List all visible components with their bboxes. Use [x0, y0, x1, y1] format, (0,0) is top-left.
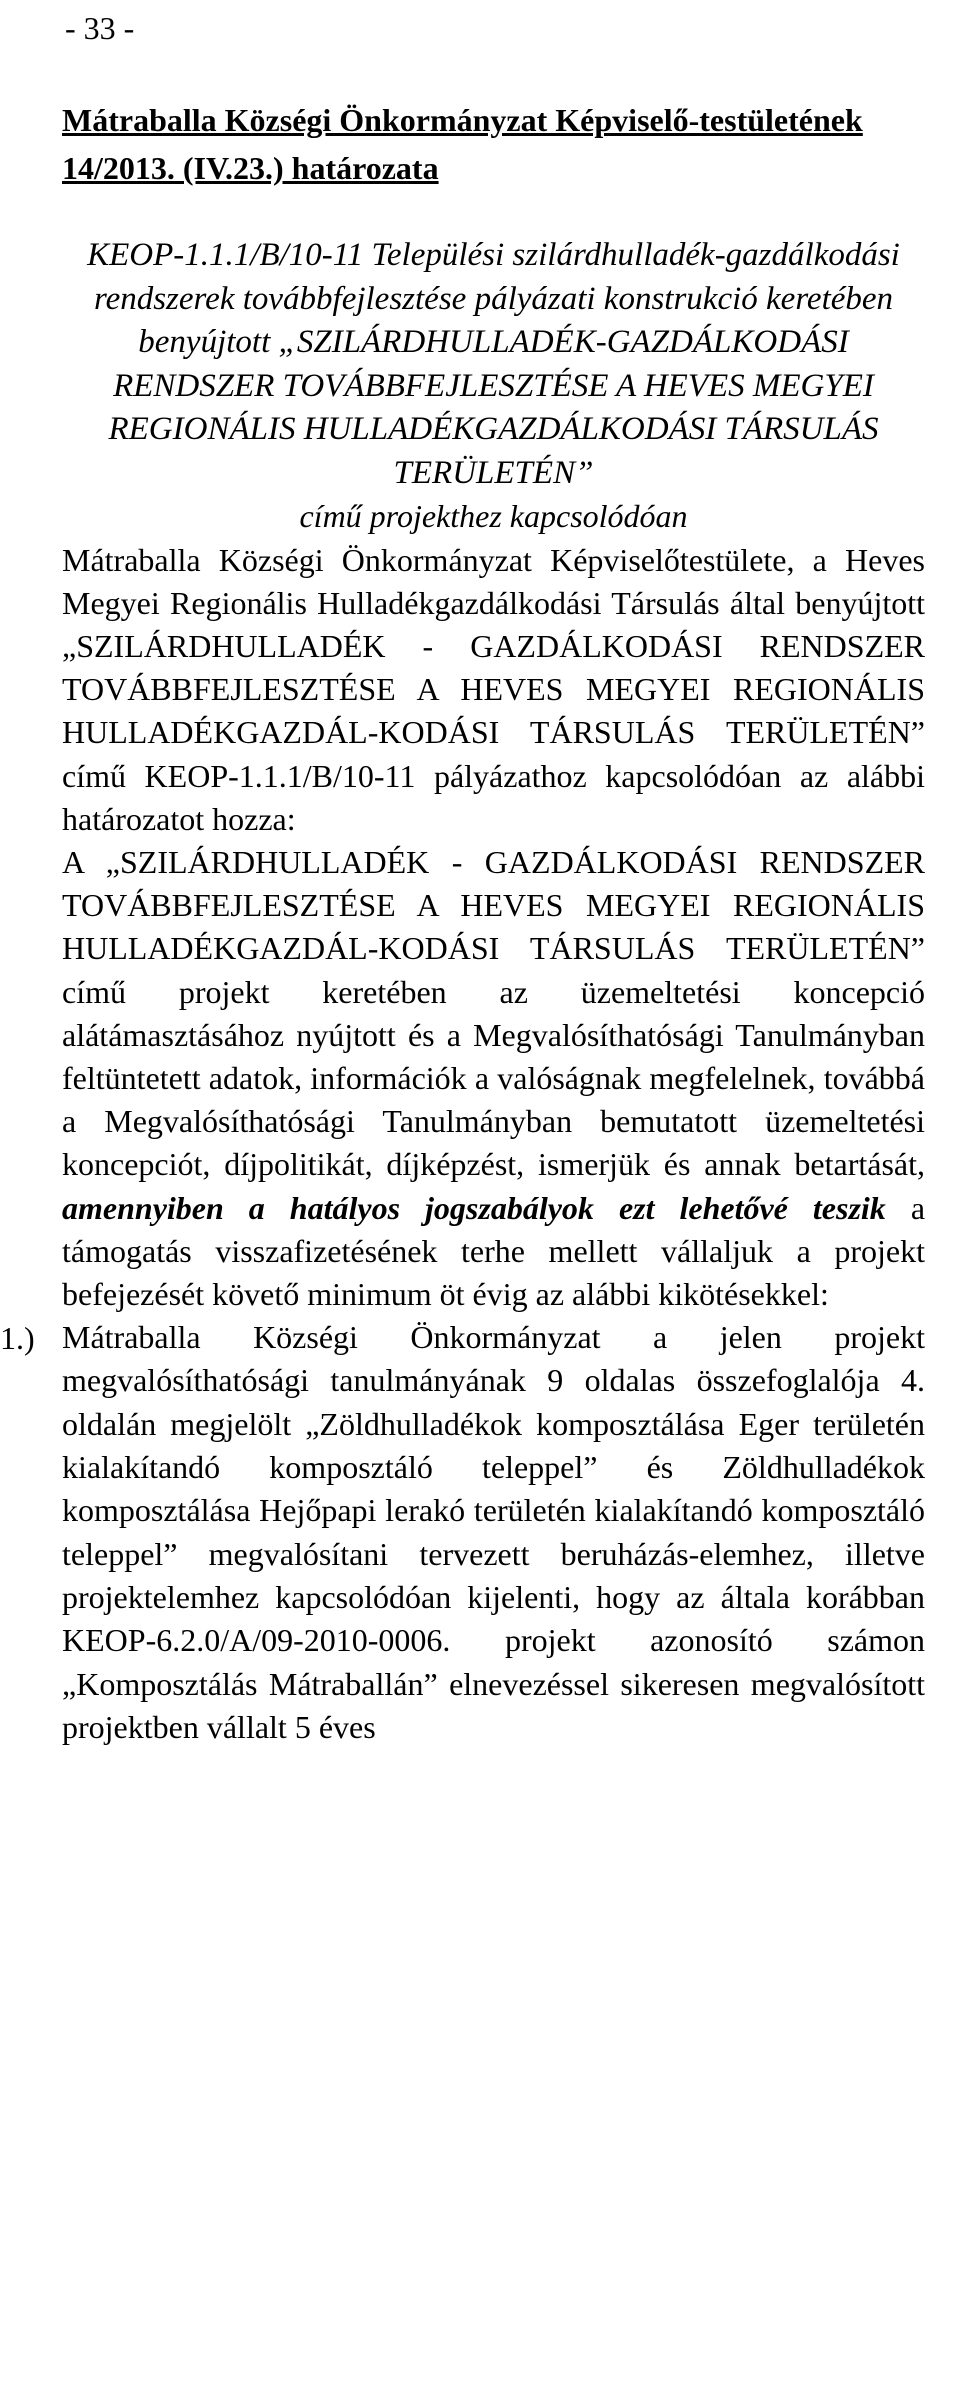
subject-suffix: című projekthez kapcsolódóan	[299, 498, 688, 534]
declaration-emphasis: amennyiben a hatályos jogszabályok ezt lehetővé teszik	[62, 1189, 886, 1226]
declaration-text-before: A „SZILÁRDHULLADÉK - GAZDÁLKODÁSI RENDSZER TOVÁBBFEJLESZTÉSE A HEVES MEGYEI REGIONÁLIS HULLADÉKGAZDÁL-KODÁSI TÁRSULÁS TERÜLETÉN” című projekt keretében az üzemeltetési koncepció alátámasztásához nyújtott és a Megvalósíthatósági Tanulmányban feltüntetett adatok, információk a valóságnak megfelelnek, továbbá a Megvalósíthatósági Tanulmányban bemutatott üzemeltetési koncepciót, díjpolitikát, díjképzést, ismerjük és annak betartását,	[62, 843, 925, 1183]
list-item-marker: 1.)	[0, 1320, 35, 1357]
paragraph-declaration	[62, 841, 925, 1316]
resolution-title: Mátraballa Községi Önkormányzat Képviselő-testületének 14/2013. (IV.23.) határozata	[62, 102, 863, 186]
list-item	[0, 1316, 925, 1749]
page-number: - 33 -	[65, 10, 135, 46]
paragraph-intro: Mátraballa Községi Önkormányzat Képviselőtestülete, a Heves Megyei Regionális Hulladékgazdálkodási Társulás által benyújtott „SZILÁRDHULLADÉK - GAZDÁLKODÁSI RENDSZER TOVÁBBFEJLESZTÉSE A HEVES MEGYEI REGIONÁLIS HULLADÉKGAZDÁL-KODÁSI TÁRSULÁS TERÜLETÉN” című KEOP-1.1.1/B/10-11 pályázathoz kapcsolódóan az alábbi határozatot hozza:	[62, 541, 925, 837]
list-item-text: Mátraballa Községi Önkormányzat a jelen projekt megvalósíthatósági tanulmányának 9 oldalas összefoglalója 4. oldalán megjelölt „Zöldhulladékok komposztálása Eger területén kialakítandó komposztáló teleppel” és Zöldhulladékok komposztálása Hejőpapi lerakó területén kialakítandó komposztáló teleppel” megvalósítani tervezett beruházás-elemhez, illetve projektelemhez kapcsolódóan kijelenti, hogy az általa korábban KEOP-6.2.0/A/09-2010-0006. projekt azonosító számon „Komposztálás Mátraballán” elnevezéssel sikeresen megvalósított projektben vállalt 5 éves	[62, 1319, 925, 1745]
conditions-list	[0, 1316, 925, 1749]
declaration-text-after: a támogatás visszafizetésének terhe mellett vállaljuk a projekt befejezését követő minimum öt évig az alábbi kikötésekkel:	[62, 1189, 926, 1312]
subject-main-text: KEOP-1.1.1/B/10-11 Települési szilárdhulladék-gazdálkodási rendszerek továbbfejlesztése pályázati konstrukció keretében benyújtott „SZILÁRDHULLADÉK-GAZDÁLKODÁSI RENDSZER TOVÁBBFEJLESZTÉSE A HEVES MEGYEI REGIONÁLIS HULLADÉKGAZDÁLKODÁSI TÁRSULÁS TERÜLETÉN”	[87, 237, 900, 491]
resolution-subject	[62, 234, 925, 539]
